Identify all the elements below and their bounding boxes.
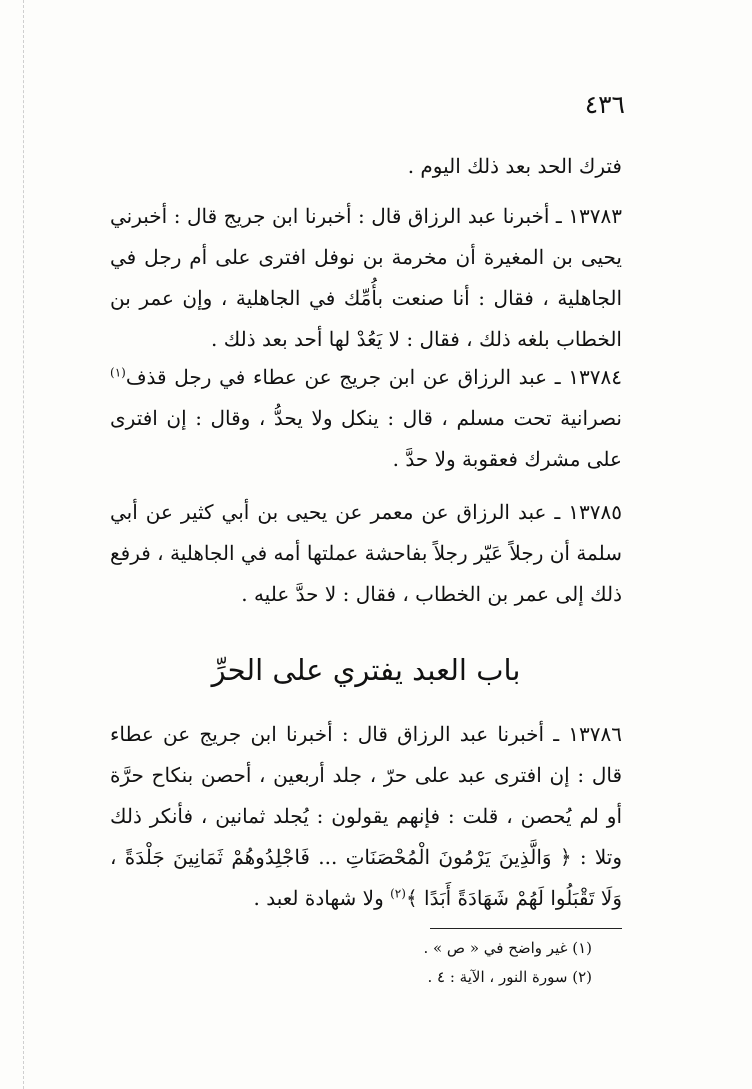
page-margin-rule: [23, 0, 24, 1089]
hadith-13783: [110, 196, 622, 360]
footnote-ref-2: (٢): [390, 886, 406, 901]
footnote-2: (٢) سورة النور ، الآية : ٤ .: [427, 968, 592, 986]
chapter-heading: باب العبد يفتري على الحرِّ: [211, 653, 521, 687]
hadith-13783-text: ١٣٧٨٣ ـ أخبرنا عبد الرزاق قال : أخبرنا ابن جريج قال : أخبرني يحيى بن المغيرة أن مخرمة بن نوفل افترى على أم رجل في الجاهلية ، فقال : أنا صنعت بأُمِّك في الجاهلية ، وإن عمر بن الخطاب بلغه ذلك ، فقال : لا يَعُدْ لها أحد بعد ذلك .: [110, 204, 622, 351]
hadith-13784-lead: ١٣٧٨٤ ـ عبد الرزاق عن ابن جريج عن عطاء في رجل قذف: [125, 365, 622, 389]
hadith-13786-text: ١٣٧٨٦ ـ أخبرنا عبد الرزاق قال : أخبرنا ابن جريج عن عطاء قال : إن افترى عبد على حرّ ، جلد أربعين ، أحصن بنكاح حرَّة أو لم يُحصن ، قلت : فإنهم يقولون : يُجلد ثمانين ، فأنكر ذلك وتلا : ﴿ وَالَّذِينَ يَرْمُونَ الْمُحْصَنَاتِ ... فَاجْلِدُوهُمْ ثَمَانِينَ جَلْدَةً ، وَلَا تَقْبَلُوا لَهُمْ شَهَادَةً أَبَدًا ﴾: [110, 722, 623, 910]
page-number: ٤٣٦: [584, 90, 625, 119]
hadith-13785: [110, 492, 622, 615]
intro-line: [110, 146, 622, 187]
intro-line-text: فترك الحد بعد ذلك اليوم .: [407, 154, 622, 178]
hadith-13786: [110, 714, 622, 919]
hadith-13784-rest: نصرانية تحت مسلم ، قال : ينكل ولا يحدُّ ، وقال : إن افترى على مشرك فعقوبة ولا حدَّ .: [110, 406, 622, 471]
footnote-separator: [430, 928, 622, 929]
hadith-13786-tail: ولا شهادة لعبد .: [253, 886, 384, 910]
hadith-13784: [110, 357, 622, 480]
footnote-ref-1: (١): [110, 365, 126, 380]
footnote-1: (١) غير واضح في « ص » .: [423, 939, 592, 957]
hadith-13785-text: ١٣٧٨٥ ـ عبد الرزاق عن معمر عن يحيى بن أبي كثير عن أبي سلمة أن رجلاً عَيّر رجلاً بفاحشة عملتها أمه في الجاهلية ، فرفع ذلك إلى عمر بن الخطاب ، فقال : لا حدَّ عليه .: [110, 500, 622, 606]
footnotes: [230, 934, 592, 992]
